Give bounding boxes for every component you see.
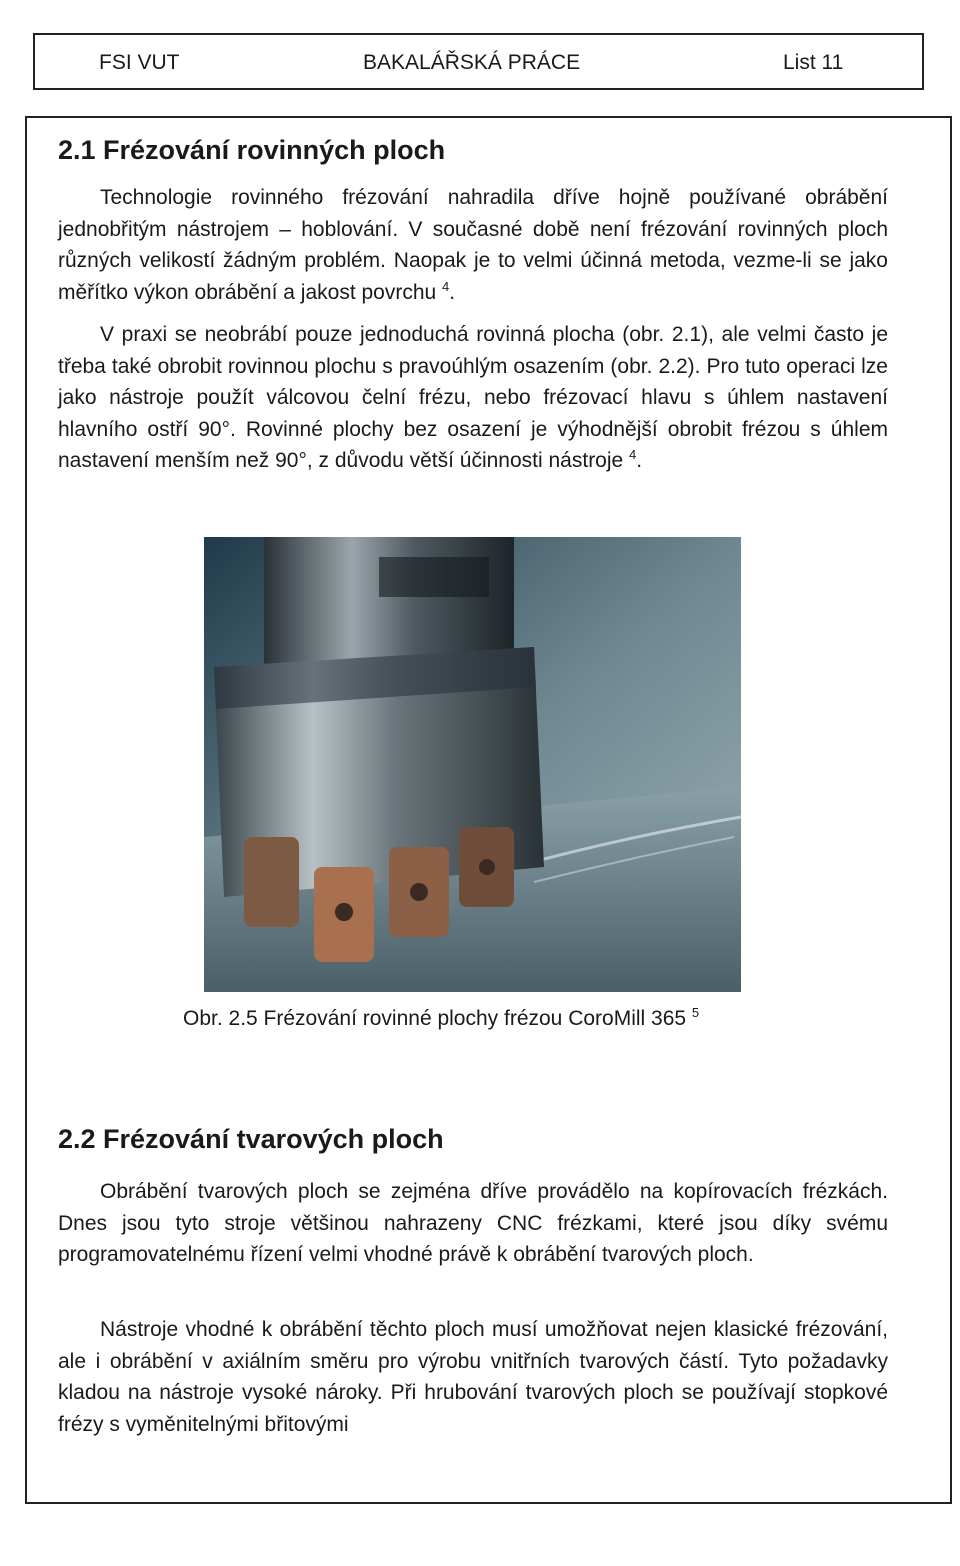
paragraph-end: . — [449, 280, 456, 304]
header-institution: FSI VUT — [99, 51, 180, 74]
paragraph-end: . — [636, 449, 643, 472]
paragraph-text: Technologie rovinného frézování nahradila dříve hojně používané obrábění jednobřitým nástrojem – hoblování. V současné době není frézování rovinných ploch různých velikostí žádným problém. Naopak je to velmi účinná metoda, vezme-li se jako měřítko výkon obrábění a jakost povrchu — [58, 186, 888, 304]
caption-text: Obr. 2.5 Frézování rovinné plochy frézou CoroMill 365 — [183, 1007, 692, 1030]
reference-number: 4 — [629, 447, 637, 462]
page-header — [33, 33, 924, 90]
paragraph — [58, 319, 888, 477]
paragraph — [58, 182, 888, 308]
section-title: 2.2 Frézování tvarových ploch — [58, 1124, 444, 1154]
reference-number: 5 — [691, 1005, 700, 1020]
header-page-number: List 11 — [783, 51, 844, 74]
paragraph: Obrábění tvarových ploch se zejména dříve provádělo na kopírovacích frézkách. Dnes jsou tyto stroje většinou nahrazeny CNC frézkami, které jsou díky svému programovatelnému řízení velmi vhodné právě k obrábění tvarových ploch. — [58, 1180, 888, 1266]
section-title: 2.1 Frézování rovinných ploch — [58, 135, 446, 165]
paragraph: Nástroje vhodné k obrábění těchto ploch musí umožňovat nejen klasické frézování, ale i obrábění v axiálním směru pro výrobu vnitřních tvarových částí. Tyto požadavky kladou na nástroje vysoké nároky. Při hrubování tvarových ploch se používají stopkové frézy s vyměnitelnými břitovými — [58, 1318, 888, 1436]
reference-number: 4 — [442, 278, 450, 294]
header-document-type: BAKALÁŘSKÁ PRÁCE — [363, 51, 581, 74]
milling-cutter-photo — [204, 537, 741, 992]
paragraph-text: V praxi se neobrábí pouze jednoduchá rovinná plocha (obr. 2.1), ale velmi často je třeba také obrobit rovinnou plochu s pravoúhlým osazením (obr. 2.2). Pro tuto operaci lze jako nástroje použít válcovou čelní frézu, nebo frézovací hlavu s úhlem nastavení hlavního ostří 90°. Rovinné plochy bez osazení je výhodnější obrobit frézou s úhlem nastavení menším než 90°, z důvodu větší účinnosti nástroje — [58, 323, 888, 472]
figure-caption — [183, 1005, 699, 1033]
